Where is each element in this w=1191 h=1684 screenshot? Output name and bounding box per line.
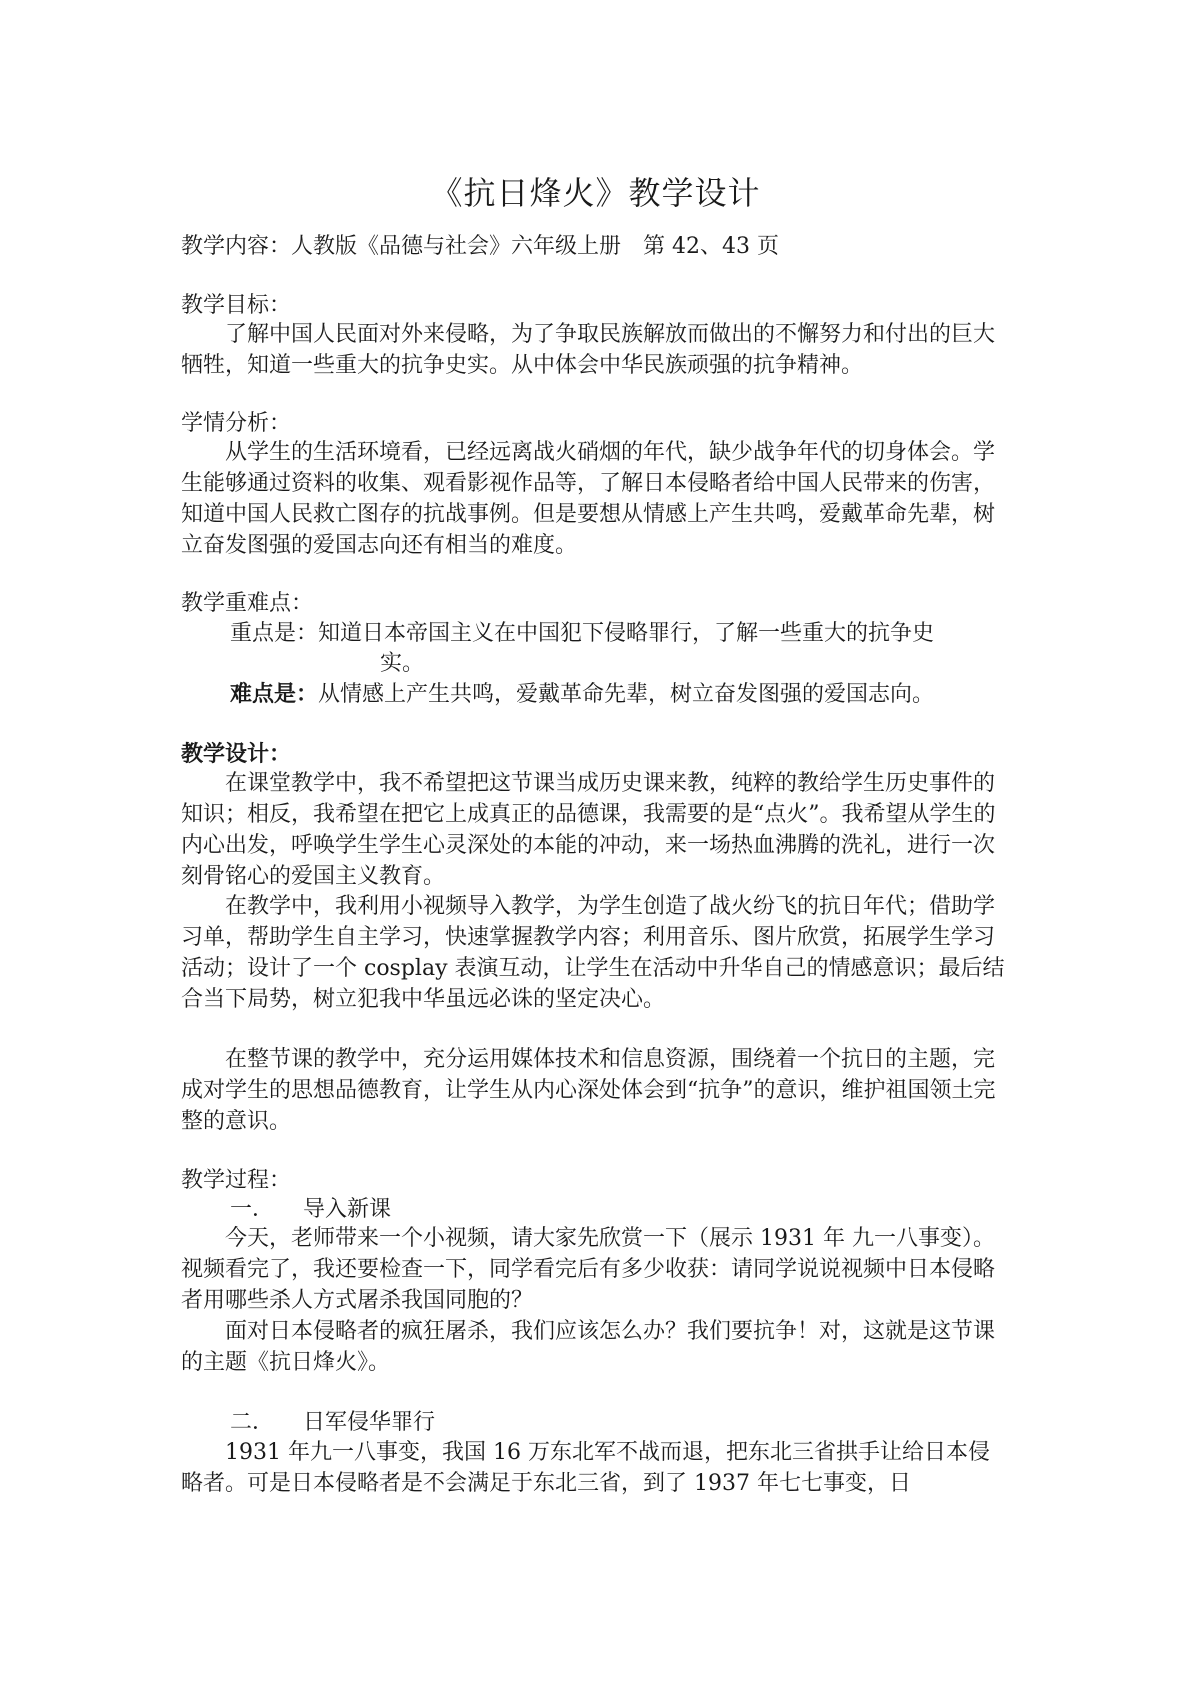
- section-2-title: 日军侵华罪行: [303, 1410, 436, 1435]
- document-title: 《抗日烽火》教学设计: [430, 174, 761, 212]
- section-2-paragraph-1: 1931 年九一八事变，我国 16 万东北军不战而退，把东北三省拱手让给日本侵略者。可是日本侵略者是不会满足于东北三省，到了 1937 年七七事变，日: [181, 1440, 990, 1496]
- teaching-content-line: 教学内容：人教版《品德与社会》六年级上册 第 42、43 页: [181, 234, 779, 259]
- section-1-paragraph-1: 今天，老师带来一个小视频，请大家先欣赏一下（展示 1931 年 九一八事变）。视频看完了，我还要检查一下，同学看完后有多少收获：请同学说说视频中日本侵略者用哪些杀人方式屠杀我国同胞的？: [181, 1226, 996, 1313]
- design-paragraph-2: 在教学中，我利用小视频导入教学，为学生创造了战火纷飞的抗日年代；借助学习单，帮助学生自主学习，快速掌握教学内容；利用音乐、图片欣赏，拓展学生学习活动；设计了一个 cosplay 表演互动，让学生在活动中升华自己的情感意识；最后结合当下局势，树立犯我中华虽远必诛的坚定决心。: [181, 894, 1005, 1012]
- section-2-number: 二．: [230, 1410, 275, 1435]
- process-heading: 教学过程：: [181, 1168, 292, 1193]
- key-point-text-line1: 知道日本帝国主义在中国犯下侵略罪行，了解一些重大的抗争史: [318, 621, 935, 646]
- section-1-number: 一．: [230, 1197, 275, 1222]
- section-1-heading: [0, 1194, 1191, 1225]
- key-points-heading: 教学重难点：: [181, 591, 314, 616]
- key-point-text-line2: 实。: [380, 651, 425, 676]
- design-paragraph-1: 在课堂教学中，我不希望把这节课当成历史课来教，纯粹的教给学生历史事件的知识；相反，我希望在把它上成真正的品德课，我需要的是“点火”。我希望从学生的内心出发，呼唤学生学生心灵深处的本能的冲动，来一场热血沸腾的洗礼，进行一次刻骨铭心的爱国主义教育。: [181, 771, 996, 889]
- section-1-paragraph-2: 面对日本侵略者的疯狂屠杀，我们应该怎么办？我们要抗争！对，这就是这节课的主题《抗日烽火》。: [181, 1319, 996, 1375]
- difficult-point-label: 难点是：: [230, 681, 319, 707]
- section-2-heading: [0, 1407, 1191, 1438]
- section-1-title: 导入新课: [303, 1197, 392, 1222]
- analysis-heading: 学情分析：: [181, 411, 292, 436]
- objectives-text: 了解中国人民面对外来侵略，为了争取民族解放而做出的不懈努力和付出的巨大牺牲，知道一些重大的抗争史实。从中体会中华民族顽强的抗争精神。: [181, 322, 996, 378]
- key-point-label: 重点是：: [230, 621, 319, 646]
- objectives-heading: 教学目标：: [181, 293, 292, 318]
- difficult-point-text: 从情感上产生共鸣，爱戴革命先辈，树立奋发图强的爱国志向。: [318, 682, 935, 707]
- design-paragraph-3: 在整节课的教学中，充分运用媒体技术和信息资源，围绕着一个抗日的主题，完成对学生的思想品德教育，让学生从内心深处体会到“抗争”的意识，维护祖国领土完整的意识。: [181, 1047, 996, 1134]
- analysis-text: 从学生的生活环境看，已经远离战火硝烟的年代，缺少战争年代的切身体会。学生能够通过资料的收集、观看影视作品等，了解日本侵略者给中国人民带来的伤害，知道中国人民救亡图存的抗战事例。但是要想从情感上产生共鸣，爱戴革命先辈，树立奋发图强的爱国志向还有相当的难度。: [181, 440, 996, 558]
- design-heading: 教学设计：: [181, 741, 292, 767]
